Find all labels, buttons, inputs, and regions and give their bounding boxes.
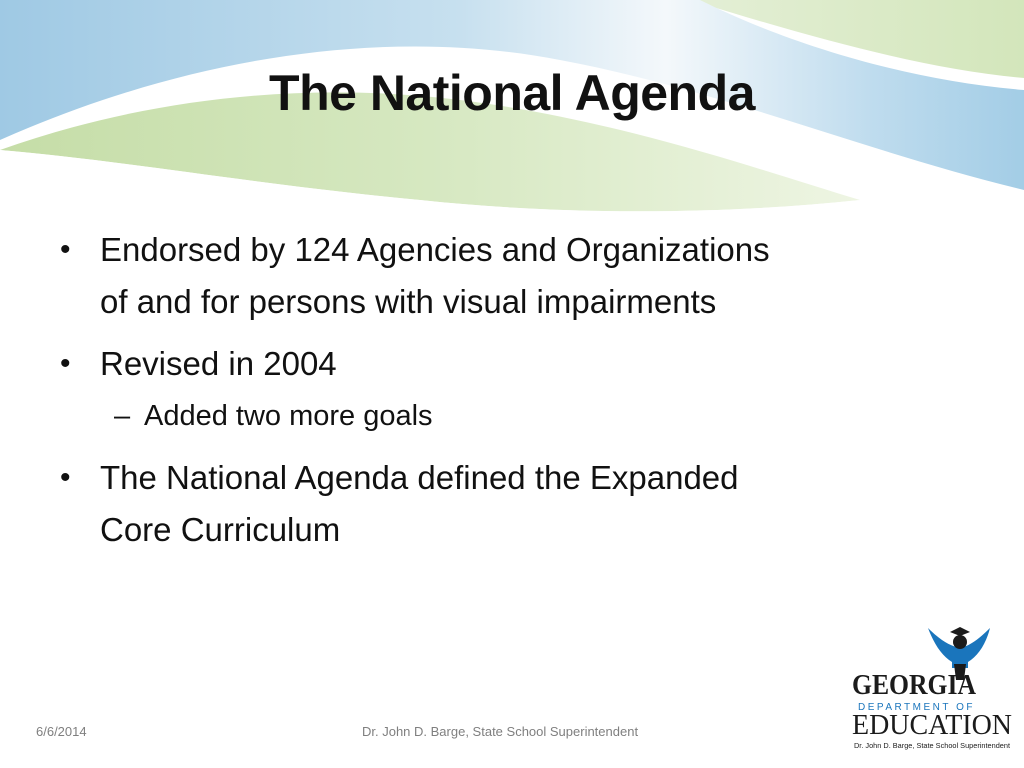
list-item [60, 224, 960, 328]
list-item [60, 338, 960, 390]
bullet-text-continued: Core Curriculum [100, 511, 341, 548]
bullet-icon: • [60, 347, 71, 380]
logo-name-line3: EDUCATION [852, 710, 1012, 741]
bullet-icon: • [60, 233, 71, 266]
bullet-list [60, 224, 960, 566]
sub-bullet-text: Added two more goals [144, 400, 433, 432]
dash-icon: – [114, 400, 131, 432]
bullet-text: Revised in 2004 [100, 345, 337, 382]
georgia-doe-logo [850, 618, 1016, 754]
bullet-icon: • [60, 461, 71, 494]
figure-head-icon [953, 635, 967, 649]
footer-presenter: Dr. John D. Barge, State School Superintendent [362, 724, 639, 739]
logo-name-line1: GEORGIA [852, 669, 977, 701]
logo-name-line2: DEPARTMENT OF [858, 702, 975, 713]
sub-list-item [60, 394, 960, 438]
bullet-text-continued: of and for persons with visual impairments [100, 283, 717, 320]
logo-tagline: Dr. John D. Barge, State School Superintendent [854, 741, 1011, 750]
graduation-cap-icon [950, 627, 970, 636]
bullet-text: The National Agenda defined the Expanded [100, 459, 739, 496]
list-item [60, 452, 960, 556]
bullet-text: Endorsed by 124 Agencies and Organizations [100, 231, 770, 268]
footer-date: 6/6/2014 [36, 724, 87, 739]
slide-title: The National Agenda [269, 65, 755, 121]
